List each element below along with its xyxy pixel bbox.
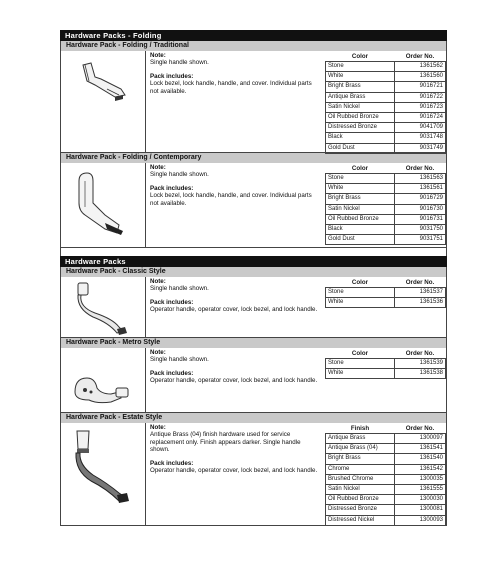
- table-row: [326, 143, 446, 153]
- options-table-wrap: [325, 348, 446, 412]
- order-number-cell: 9031748: [395, 133, 446, 143]
- note-text: Single handle shown.: [150, 59, 209, 67]
- section-header-folding: Hardware Packs - Folding: [60, 30, 447, 41]
- order-number-cell: 1361540: [395, 454, 446, 464]
- color-cell: Antique Brass: [326, 92, 395, 102]
- color-cell: White: [326, 369, 395, 379]
- order-number-cell: 9016729: [395, 194, 446, 204]
- table-row: [326, 484, 446, 494]
- column-header-color: Color: [326, 278, 395, 288]
- product-image-folding-traditional: [61, 51, 146, 152]
- table-row: [326, 123, 446, 133]
- order-number-cell: 1361537: [395, 288, 446, 298]
- crank-handle-icon: [61, 348, 145, 412]
- table-row: [326, 474, 446, 484]
- order-number-cell: 1361563: [395, 174, 446, 184]
- table-row: [326, 62, 446, 72]
- color-cell: Distressed Bronze: [326, 123, 395, 133]
- product-image-estate-style: [61, 423, 146, 525]
- color-cell: White: [326, 298, 395, 308]
- order-number-cell: 1300097: [395, 434, 446, 444]
- order-number-cell: 9016722: [395, 92, 446, 102]
- finish-cell: Distressed Nickel: [326, 515, 395, 525]
- table-row: [326, 454, 446, 464]
- color-cell: Oil Rubbed Bronze: [326, 112, 395, 122]
- color-cell: Stone: [326, 62, 395, 72]
- pack-text: Operator handle, operator cover, lock bezel, and lock handle.: [150, 306, 318, 314]
- options-table-wrap: [325, 423, 446, 525]
- product-image-folding-contemporary: [61, 163, 146, 247]
- column-header-order: Order No.: [395, 278, 446, 288]
- finish-cell: Antique Brass (04): [326, 444, 395, 454]
- product-row-estate-style: [60, 423, 447, 526]
- color-cell: Satin Nickel: [326, 102, 395, 112]
- product-header-folding-contemporary: Hardware Pack - Folding / Contemporary: [60, 153, 447, 163]
- color-cell: Gold Dust: [326, 143, 395, 153]
- table-row: [326, 434, 446, 444]
- pack-text: Operator handle, operator cover, lock bezel, and lock handle.: [150, 467, 318, 475]
- table-row: [326, 72, 446, 82]
- pack-label: Pack includes:: [150, 72, 194, 80]
- product-row-metro-style: [60, 348, 447, 413]
- note-label: Note:: [150, 52, 166, 59]
- table-row: [326, 359, 446, 369]
- product-notes-estate-style: [146, 423, 325, 525]
- options-table-wrap: [325, 277, 446, 337]
- pack-label: Pack includes:: [150, 459, 194, 467]
- finish-cell: Distressed Bronze: [326, 505, 395, 515]
- column-header-finish: Finish: [326, 424, 395, 434]
- color-cell: Black: [326, 133, 395, 143]
- table-row: [326, 102, 446, 112]
- order-number-cell: 1300035: [395, 474, 446, 484]
- table-row: [326, 464, 446, 474]
- product-image-classic-style: [61, 277, 146, 337]
- product-image-metro-style: [61, 348, 146, 412]
- table-row: [326, 235, 446, 245]
- section-header-hardware-packs: Hardware Packs: [60, 256, 447, 267]
- color-cell: Gold Dust: [326, 235, 395, 245]
- folding-handle-icon: [61, 163, 145, 247]
- catalog-page: [60, 30, 447, 526]
- table-row: [326, 515, 446, 525]
- column-header-order: Order No.: [395, 424, 446, 434]
- order-number-cell: 1361561: [395, 184, 446, 194]
- note-text: Single handle shown.: [150, 285, 209, 293]
- table-row: [326, 82, 446, 92]
- pack-text: Operator handle, operator cover, lock bezel, and lock handle.: [150, 377, 318, 385]
- color-cell: Bright Brass: [326, 194, 395, 204]
- options-table-folding-traditional: [325, 52, 446, 154]
- order-number-cell: 9031751: [395, 235, 446, 245]
- order-number-cell: 9031749: [395, 143, 446, 153]
- order-number-cell: 1361538: [395, 369, 446, 379]
- note-label: Note:: [150, 164, 166, 171]
- order-number-cell: 1300081: [395, 505, 446, 515]
- order-number-cell: 1361536: [395, 298, 446, 308]
- options-table-folding-contemporary: [325, 164, 446, 245]
- note-label: Note:: [150, 424, 166, 431]
- column-header-color: Color: [326, 52, 395, 62]
- table-row: [326, 224, 446, 234]
- order-number-cell: 9016724: [395, 112, 446, 122]
- product-header-classic-style: Hardware Pack - Classic Style: [60, 267, 447, 277]
- note-text: Single handle shown.: [150, 171, 209, 179]
- options-table-classic-style: [325, 278, 446, 308]
- table-row: [326, 112, 446, 122]
- order-number-cell: 9041709: [395, 123, 446, 133]
- color-cell: Stone: [326, 288, 395, 298]
- product-row-classic-style: [60, 277, 447, 338]
- product-header-metro-style: Hardware Pack - Metro Style: [60, 338, 447, 348]
- pack-label: Pack includes:: [150, 184, 194, 192]
- column-header-order: Order No.: [395, 52, 446, 62]
- column-header-color: Color: [326, 164, 395, 174]
- finish-cell: Oil Rubbed Bronze: [326, 495, 395, 505]
- finish-cell: Satin Nickel: [326, 484, 395, 494]
- order-number-cell: 9016723: [395, 102, 446, 112]
- finish-cell: Bright Brass: [326, 454, 395, 464]
- color-cell: Bright Brass: [326, 82, 395, 92]
- pack-text: Lock bezel, lock handle, handle, and cover. Individual parts not available.: [150, 192, 312, 207]
- order-number-cell: 9016721: [395, 82, 446, 92]
- options-table-wrap: [325, 163, 446, 247]
- order-number-cell: 9016730: [395, 204, 446, 214]
- finish-cell: Chrome: [326, 464, 395, 474]
- pack-label: Pack includes:: [150, 298, 194, 306]
- column-header-order: Order No.: [395, 349, 446, 359]
- product-row-folding-contemporary: [60, 163, 447, 248]
- table-row: [326, 92, 446, 102]
- order-number-cell: 9031750: [395, 224, 446, 234]
- note-text: Single handle shown.: [150, 356, 209, 364]
- options-table-estate-style: [325, 424, 446, 526]
- table-row: [326, 133, 446, 143]
- table-row: [326, 369, 446, 379]
- crank-handle-icon: [61, 423, 145, 525]
- order-number-cell: 9016731: [395, 214, 446, 224]
- order-number-cell: 1361555: [395, 484, 446, 494]
- column-header-order: Order No.: [395, 164, 446, 174]
- color-cell: Black: [326, 224, 395, 234]
- color-cell: White: [326, 184, 395, 194]
- table-row: [326, 214, 446, 224]
- table-row: [326, 194, 446, 204]
- pack-text: Lock bezel, lock handle, handle, and cover. Individual parts not available.: [150, 80, 312, 95]
- table-row: [326, 204, 446, 214]
- folding-handle-icon: [61, 51, 145, 152]
- product-header-folding-traditional: Hardware Pack - Folding / Traditional: [60, 41, 447, 51]
- order-number-cell: 1361542: [395, 464, 446, 474]
- table-row: [326, 174, 446, 184]
- color-cell: Oil Rubbed Bronze: [326, 214, 395, 224]
- color-cell: Stone: [326, 359, 395, 369]
- finish-cell: Brushed Chrome: [326, 474, 395, 484]
- product-notes-folding-traditional: [146, 51, 325, 152]
- options-table-metro-style: [325, 349, 446, 379]
- finish-cell: Antique Brass: [326, 434, 395, 444]
- section-spacer: [60, 248, 447, 256]
- crank-handle-icon: [61, 277, 145, 337]
- product-header-estate-style: Hardware Pack - Estate Style: [60, 413, 447, 423]
- options-table-wrap: [325, 51, 446, 152]
- note-text: Antique Brass (04) finish hardware used for service replacement only. Finish appears darker. Single handle shown.: [150, 431, 301, 454]
- note-label: Note:: [150, 278, 166, 285]
- column-header-color: Color: [326, 349, 395, 359]
- order-number-cell: 1361539: [395, 359, 446, 369]
- product-row-folding-traditional: [60, 51, 447, 153]
- color-cell: Stone: [326, 174, 395, 184]
- table-row: [326, 298, 446, 308]
- product-notes-classic-style: [146, 277, 325, 337]
- order-number-cell: 1361541: [395, 444, 446, 454]
- pack-label: Pack includes:: [150, 369, 194, 377]
- color-cell: White: [326, 72, 395, 82]
- table-row: [326, 444, 446, 454]
- order-number-cell: 1361560: [395, 72, 446, 82]
- order-number-cell: 1300030: [395, 495, 446, 505]
- note-label: Note:: [150, 349, 166, 356]
- table-row: [326, 505, 446, 515]
- table-row: [326, 184, 446, 194]
- table-row: [326, 495, 446, 505]
- order-number-cell: 1361562: [395, 62, 446, 72]
- product-notes-folding-contemporary: [146, 163, 325, 247]
- product-notes-metro-style: [146, 348, 325, 412]
- table-row: [326, 288, 446, 298]
- color-cell: Satin Nickel: [326, 204, 395, 214]
- order-number-cell: 1300093: [395, 515, 446, 525]
